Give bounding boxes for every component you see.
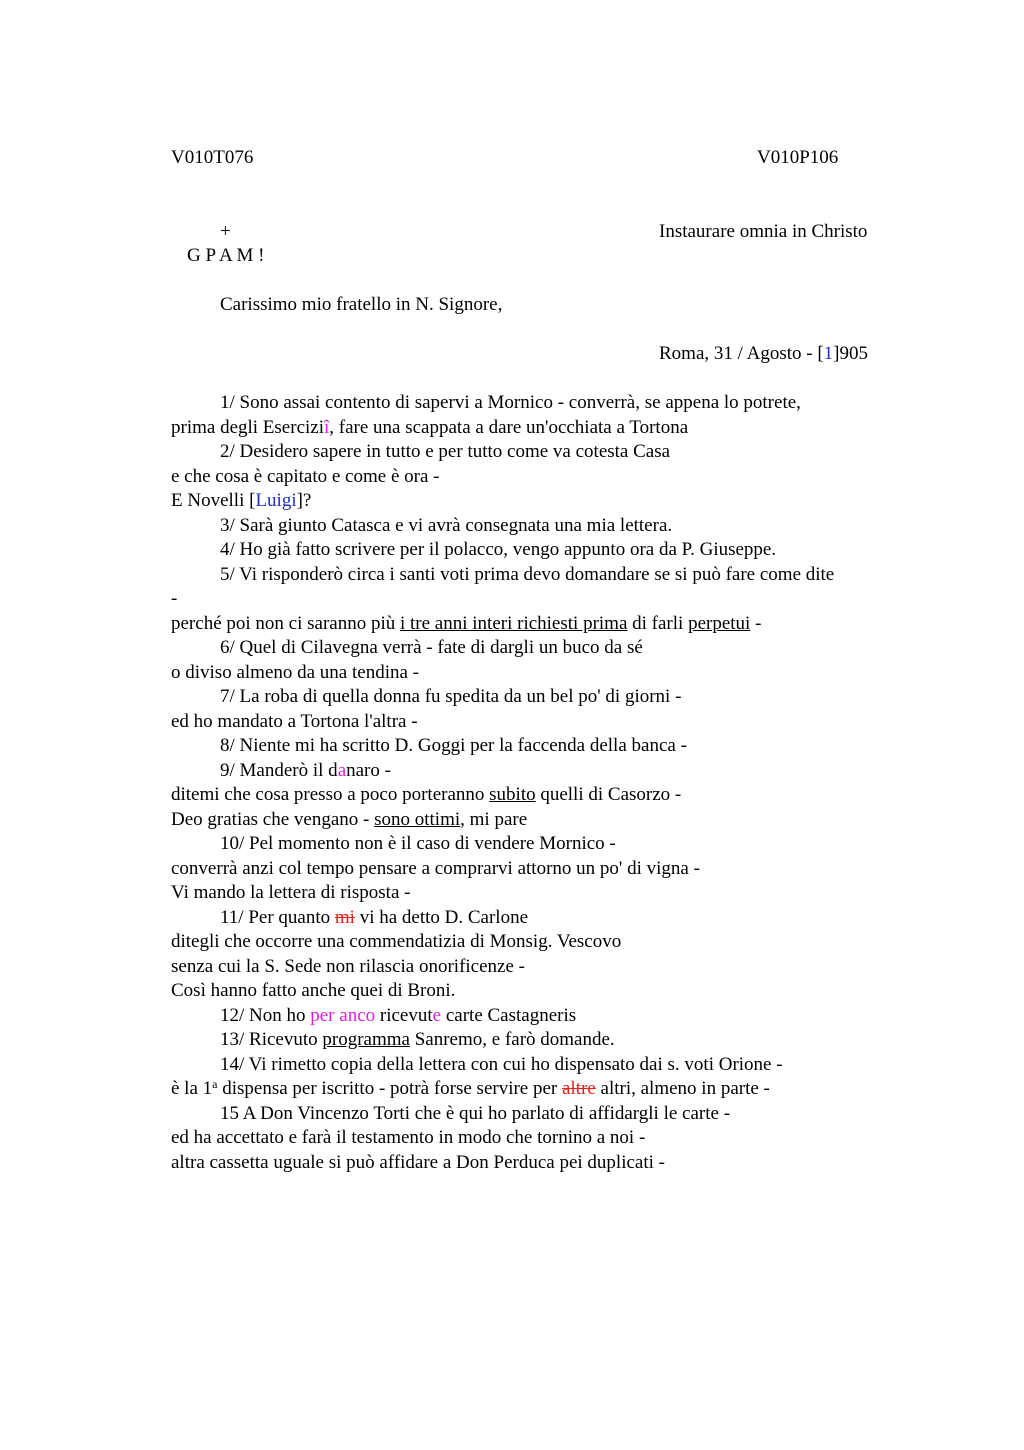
line-17 (171, 783, 911, 808)
insert-e: e (432, 1004, 442, 1026)
line-22 (171, 906, 911, 931)
line-7: 4/ Ho già fatto scrivere per il polacco, vengo appunto ora da P. Giuseppe. (220, 539, 777, 561)
line-16 (171, 759, 911, 784)
insert-a: a (337, 759, 347, 781)
line-3: 2/ Desidero sapere in tutto e per tutto come va cotesta Casa (220, 441, 671, 463)
line-31: ed ha accettato e farà il testamento in modo che tornino a noi - (171, 1127, 646, 1149)
line-9: - (171, 588, 178, 610)
line-10-c: - (750, 612, 762, 634)
underlined-programma: programma (322, 1029, 410, 1051)
line-17-a: ditemi che cosa presso a poco porteranno (171, 784, 490, 806)
line-11: 6/ Quel di Cilavegna verrà - fate di dargli un buco da sé (220, 637, 643, 659)
line-10 (171, 612, 911, 637)
line-28: 14/ Vi rimetto copia della lettera con cui ho dispensato dai s. voti Orione - (220, 1053, 783, 1075)
line-24: senza cui la S. Sede non rilascia onorificenze - (171, 955, 525, 977)
line-10-a: perché poi non ci saranno più (171, 612, 400, 634)
underlined-subito: subito (489, 784, 536, 806)
line-30: 15 A Don Vincenzo Torti che è qui ho parlato di affidargli le carte - (220, 1102, 731, 1124)
underlined-sono-ottimi: sono ottimi (374, 808, 461, 830)
underlined-perpetui: perpetui (688, 612, 751, 634)
line-29 (171, 1077, 911, 1102)
cross-mark: + (220, 221, 231, 242)
deleted-mi: mi (334, 906, 355, 928)
line-18-b: , mi pare (460, 808, 528, 830)
line-26-a: 12/ Non ho (220, 1004, 311, 1026)
line-12: o diviso almeno da una tendina - (171, 661, 419, 683)
underlined-tre-anni: i tre anni interi richiesti prima (399, 612, 628, 634)
line-29-c: altri, almeno in parte - (595, 1078, 770, 1100)
line-22-a: 11/ Per quanto (220, 906, 335, 928)
line-8: 5/ Vi risponderò circa i santi voti prima devo domandare se si può fare come dite (220, 563, 835, 585)
line-5-a: E Novelli [ (171, 490, 256, 512)
editorial-name-luigi: Luigi (255, 490, 297, 512)
line-32: altra cassetta uguale si può affidare a Don Perduca pei duplicati - (171, 1151, 665, 1173)
line-16-b: naro - (346, 759, 391, 781)
line-17-b: quelli di Casorzo - (535, 784, 682, 806)
esercizi-mark: î (324, 416, 330, 438)
line-10-b: di farli (627, 612, 689, 634)
line-6: 3/ Sarà giunto Catasca e vi avrà consegnata una mia lettera. (220, 514, 673, 536)
left-code: V010T076 (171, 147, 254, 168)
insert-per-anco: per anco (310, 1004, 376, 1026)
line-16-a: 9/ Manderò il d (220, 759, 338, 781)
line-2-rest: , fare una scappata a dare un'occhiata a Tortona (329, 416, 689, 438)
line-4: e che cosa è capitato e come è ora - (171, 465, 440, 487)
line-5 (171, 489, 911, 514)
motto: Instaurare omnia in Christo (659, 221, 868, 242)
line-27-a: 13/ Ricevuto (220, 1029, 323, 1051)
date-line (659, 342, 868, 366)
line-29-a: è la 1 (171, 1078, 213, 1100)
line-18-a: Deo gratias che vengano - (171, 808, 375, 830)
line-27-b: Sanremo, e farò domande. (409, 1029, 615, 1051)
line-29-b: dispensa per iscritto - potrà forse servire per (217, 1078, 562, 1100)
letter-body (171, 391, 911, 1176)
date-part-a: Roma, 31 / Agosto - [ (659, 343, 824, 364)
line-27 (171, 1028, 911, 1053)
line-22-b: vi ha detto D. Carlone (354, 906, 529, 928)
line-19: 10/ Pel momento non è il caso di vendere Mornico - (220, 833, 616, 855)
line-2 (171, 416, 911, 441)
line-20: converrà anzi col tempo pensare a comprarvi attorno un po' di vigna - (171, 857, 700, 879)
line-23: ditegli che occorre una commendatizia di Monsig. Vescovo (171, 931, 622, 953)
initials: G P A M ! (187, 245, 265, 266)
line-26 (171, 1004, 911, 1029)
line-26-b: ricevut (375, 1004, 433, 1026)
date-part-b: ]905 (833, 343, 868, 364)
esercizi-text: prima degli Esercizi (171, 416, 324, 438)
line-21: Vi mando la lettera di risposta - (171, 882, 411, 904)
line-5-b: ]? (296, 490, 312, 512)
line-13: 7/ La roba di quella donna fu spedita da un bel po' di giorni - (220, 686, 682, 708)
greeting: Carissimo mio fratello in N. Signore, (220, 294, 503, 315)
line-18 (171, 808, 911, 833)
line-15: 8/ Niente mi ha scritto D. Goggi per la faccenda della banca - (220, 735, 687, 757)
line-1: 1/ Sono assai contento di sapervi a Mornico - converrà, se appena lo potrete, (220, 392, 801, 413)
line-25: Così hanno fatto anche quei di Broni. (171, 980, 456, 1002)
right-code: V010P106 (757, 147, 839, 168)
line-14: ed ho mandato a Tortona l'altra - (171, 710, 418, 732)
superscript-a: a (212, 1077, 218, 1092)
date-year-insert: 1 (823, 343, 834, 364)
deleted-altre: altre (562, 1078, 596, 1100)
line-26-c: carte Castagneris (441, 1004, 577, 1026)
